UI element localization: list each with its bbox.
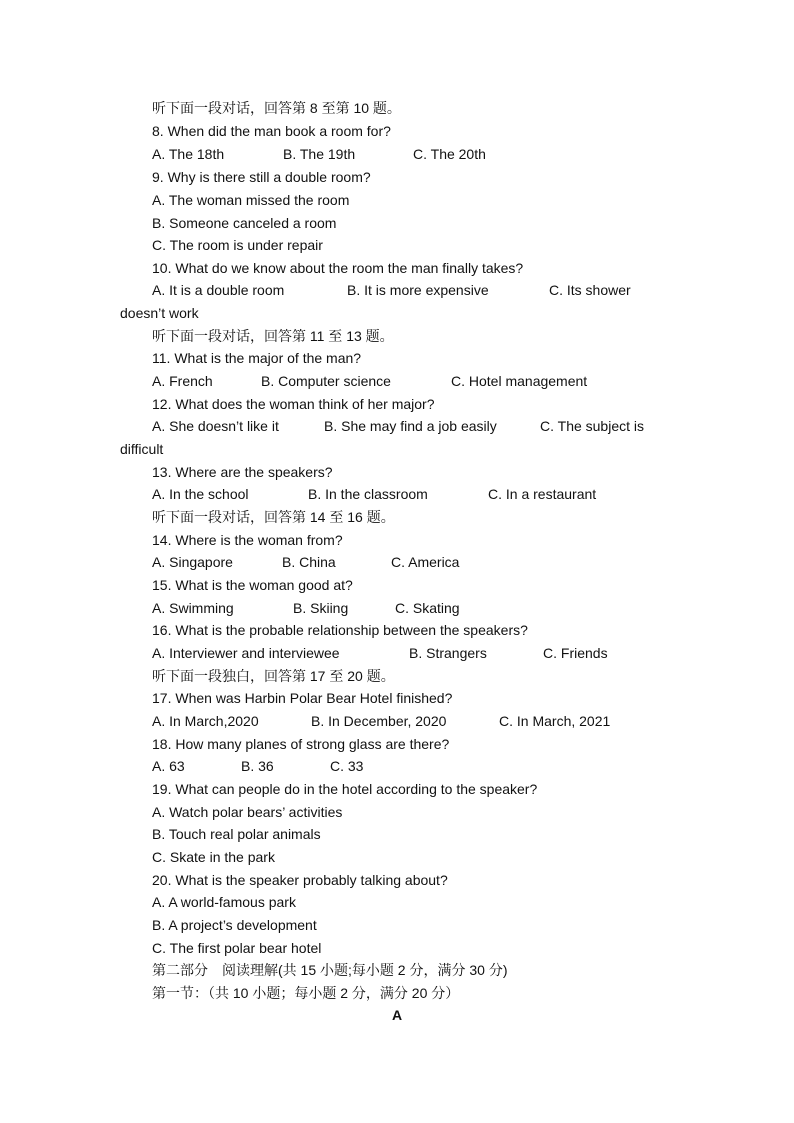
option-a: A. The 18th <box>152 146 225 162</box>
option-b: B. China <box>282 554 336 570</box>
option-c: C. In March, 2021 <box>499 713 611 729</box>
section-1-heading: 第一节：（共 10 小题；每小题 2 分，满分 20 分） <box>152 985 460 1001</box>
passage-label: A <box>391 1007 403 1023</box>
section-heading-17-20: 听下面一段独白，回答第 17 至 20 题。 <box>152 668 395 684</box>
question-20: 20. What is the speaker probably talking about? <box>152 872 448 888</box>
question-12-option-c-continued: difficult <box>120 441 164 457</box>
question-18: 18. How many planes of strong glass are there? <box>152 736 450 752</box>
section-heading-11-13: 听下面一段对话，回答第 11 至 13 题。 <box>152 328 394 344</box>
question-9-option-b: B. Someone canceled a room <box>152 215 337 231</box>
option-a: A. Interviewer and interviewee <box>152 645 340 661</box>
option-b: B. In the classroom <box>308 486 428 502</box>
question-20-option-b: B. A project’s development <box>152 917 317 933</box>
question-10-option-c-continued: doesn’t work <box>120 305 199 321</box>
option-c: C. America <box>391 554 460 570</box>
option-b: B. Strangers <box>409 645 487 661</box>
option-c: C. The subject is <box>540 418 645 434</box>
question-12: 12. What does the woman think of her major? <box>152 396 435 412</box>
option-a: A. She doesn’t like it <box>152 418 279 434</box>
question-9-option-c: C. The room is under repair <box>152 237 323 253</box>
option-b: B. 36 <box>241 758 274 774</box>
option-c: C. 33 <box>330 758 364 774</box>
option-b: B. It is more expensive <box>347 282 489 298</box>
question-13: 13. Where are the speakers? <box>152 464 333 480</box>
question-10: 10. What do we know about the room the man finally takes? <box>152 260 524 276</box>
question-20-option-a: A. A world-famous park <box>152 894 296 910</box>
option-a: A. In March,2020 <box>152 713 259 729</box>
option-a: A. French <box>152 373 213 389</box>
question-20-option-c: C. The first polar bear hotel <box>152 940 322 956</box>
question-19-option-a: A. Watch polar bears’ activities <box>152 804 343 820</box>
option-b: B. Skiing <box>293 600 349 616</box>
option-a: A. 63 <box>152 758 185 774</box>
option-a: A. In the school <box>152 486 249 502</box>
question-15: 15. What is the woman good at? <box>152 577 353 593</box>
option-c: C. In a restaurant <box>488 486 597 502</box>
section-heading-14-16: 听下面一段对话，回答第 14 至 16 题。 <box>152 509 395 525</box>
question-11: 11. What is the major of the man? <box>152 350 362 366</box>
part-2-heading: 第二部分 阅读理解(共 15 小题;每小题 2 分，满分 30 分) <box>152 962 508 978</box>
option-c: C. Its shower <box>549 282 631 298</box>
option-c: C. Hotel management <box>451 373 588 389</box>
question-17: 17. When was Harbin Polar Bear Hotel finished? <box>152 690 453 706</box>
option-c: C. Friends <box>543 645 608 661</box>
option-a: A. Singapore <box>152 554 233 570</box>
option-a: A. Swimming <box>152 600 234 616</box>
option-b: B. The 19th <box>283 146 356 162</box>
question-19-option-b: B. Touch real polar animals <box>152 826 321 842</box>
option-c: C. Skating <box>395 600 460 616</box>
question-19: 19. What can people do in the hotel according to the speaker? <box>152 781 538 797</box>
option-c: C. The 20th <box>413 146 486 162</box>
option-b: B. Computer science <box>261 373 391 389</box>
option-b: B. She may find a job easily <box>324 418 497 434</box>
question-16: 16. What is the probable relationship between the speakers? <box>152 622 528 638</box>
question-9-option-a: A. The woman missed the room <box>152 192 350 208</box>
question-9: 9. Why is there still a double room? <box>152 169 371 185</box>
option-a: A. It is a double room <box>152 282 285 298</box>
question-8: 8. When did the man book a room for? <box>152 123 391 139</box>
section-heading-8-10: 听下面一段对话，回答第 8 至第 10 题。 <box>152 100 401 116</box>
question-19-option-c: C. Skate in the park <box>152 849 275 865</box>
option-b: B. In December, 2020 <box>311 713 447 729</box>
question-14: 14. Where is the woman from? <box>152 532 343 548</box>
